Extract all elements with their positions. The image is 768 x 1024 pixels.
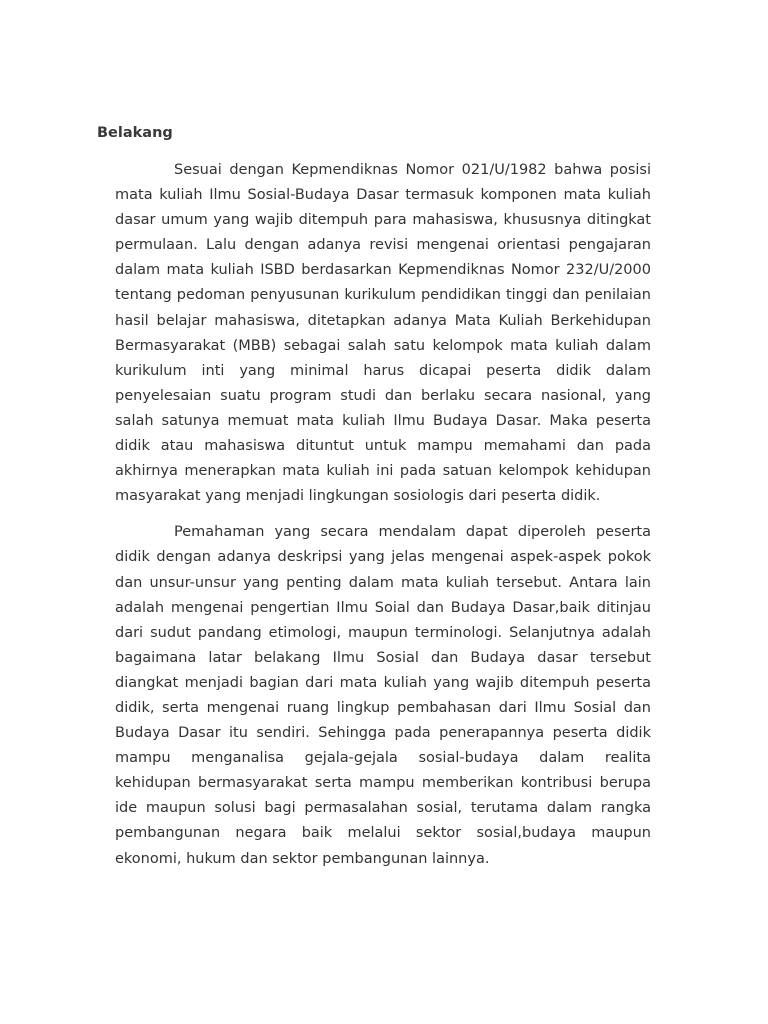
- document-body: [115, 158, 651, 883]
- section-heading: Belakang: [97, 125, 173, 141]
- paragraph-1: Sesuai dengan Kepmendiknas Nomor 021/U/1982 bahwa posisi mata kuliah Ilmu Sosial-Budaya Dasar termasuk komponen mata kuliah dasar umum yang wajib ditempuh para mahasiswa, khususnya ditingkat permulaan. Lalu dengan adanya revisi mengenai orientasi pengajaran dalam mata kuliah ISBD berdasarkan Kepmendiknas Nomor 232/U/2000 tentang pedoman penyusunan kurikulum pendidikan tinggi dan penilaian hasil belajar mahasiswa, ditetapkan adanya Mata Kuliah Berkehidupan Bermasyarakat (MBB) sebagai salah satu kelompok mata kuliah dalam kurikulum inti yang minimal harus dicapai peserta didik dalam penyelesaian suatu program studi dan berlaku secara nasional, yang salah satunya memuat mata kuliah Ilmu Budaya Dasar. Maka peserta didik atau mahasiswa dituntut untuk mampu memahami dan pada akhirnya menerapkan mata kuliah ini pada satuan kelompok kehidupan masyarakat yang menjadi lingkungan sosiologis dari peserta didik.: [115, 162, 651, 505]
- paragraph-2: Pemahaman yang secara mendalam dapat diperoleh peserta didik dengan adanya deskripsi yang jelas mengenai aspek-aspek pokok dan unsur-unsur yang penting dalam mata kuliah tersebut. Antara lain adalah mengenai pengertian Ilmu Soial dan Budaya Dasar,baik ditinjau dari sudut pandang etimologi, maupun terminologi. Selanjutnya adalah bagaimana latar belakang Ilmu Sosial dan Budaya dasar tersebut diangkat menjadi bagian dari mata kuliah yang wajib ditempuh peserta didik, serta mengenai ruang lingkup pembahasan dari Ilmu Sosial dan Budaya Dasar itu sendiri. Sehingga pada penerapannya peserta didik mampu menganalisa gejala-gejala sosial-budaya dalam realita kehidupan bermasyarakat serta mampu memberikan kontribusi berupa ide maupun solusi bagi permasalahan sosial, terutama dalam rangka pembangunan negara baik melalui sektor sosial,budaya maupun ekonomi, hukum dan sektor pembangunan lainnya.: [115, 524, 651, 867]
